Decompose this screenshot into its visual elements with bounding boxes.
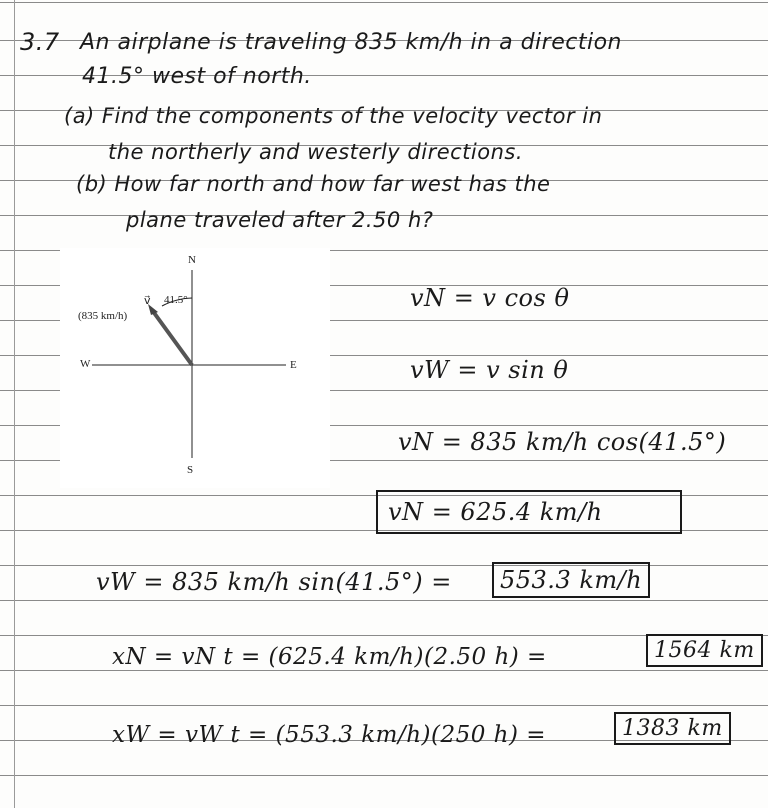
margin-line (14, 0, 15, 808)
equation-vn-substituted: vN = 835 km/h cos(41.5°) (398, 428, 727, 456)
answer-xn-boxed: 1564 km (646, 634, 763, 667)
part-b-line-1: (b) How far north and how far west has the (76, 172, 551, 196)
answer-xw-boxed: 1383 km (614, 712, 731, 745)
answer-vw-boxed: 553.3 km/h (492, 562, 650, 598)
problem-line-2: 41.5° west of north. (82, 64, 312, 89)
speed-label: (835 km/h) (78, 310, 128, 322)
north-label: N (188, 254, 196, 266)
south-label: S (187, 464, 194, 476)
problem-line-1: An airplane is traveling 835 km/h in a direction (80, 30, 622, 55)
equation-xn: xN = vN t = (625.4 km/h)(2.50 h) = (112, 644, 547, 670)
compass-figure (60, 248, 330, 488)
vector-symbol: v⃗ (144, 295, 151, 307)
equation-vw-substituted: vW = 835 km/h sin(41.5°) = (96, 568, 452, 596)
west-label: W (80, 358, 91, 370)
part-b-line-2: plane traveled after 2.50 h? (126, 208, 434, 232)
equation-vn-formula: vN = v cos θ (410, 284, 570, 312)
angle-label: 41.5° (164, 294, 188, 306)
answer-vn-boxed: vN = 625.4 km/h (376, 490, 682, 534)
problem-number: 3.7 (20, 28, 60, 56)
equation-vw-formula: vW = v sin θ (410, 356, 569, 384)
equation-xw: xW = vW t = (553.3 km/h)(250 h) = (112, 722, 547, 748)
part-a-line-2: the northerly and westerly directions. (108, 140, 524, 164)
east-label: E (290, 359, 297, 371)
part-a-line-1: (a) Find the components of the velocity vector in (64, 104, 603, 128)
